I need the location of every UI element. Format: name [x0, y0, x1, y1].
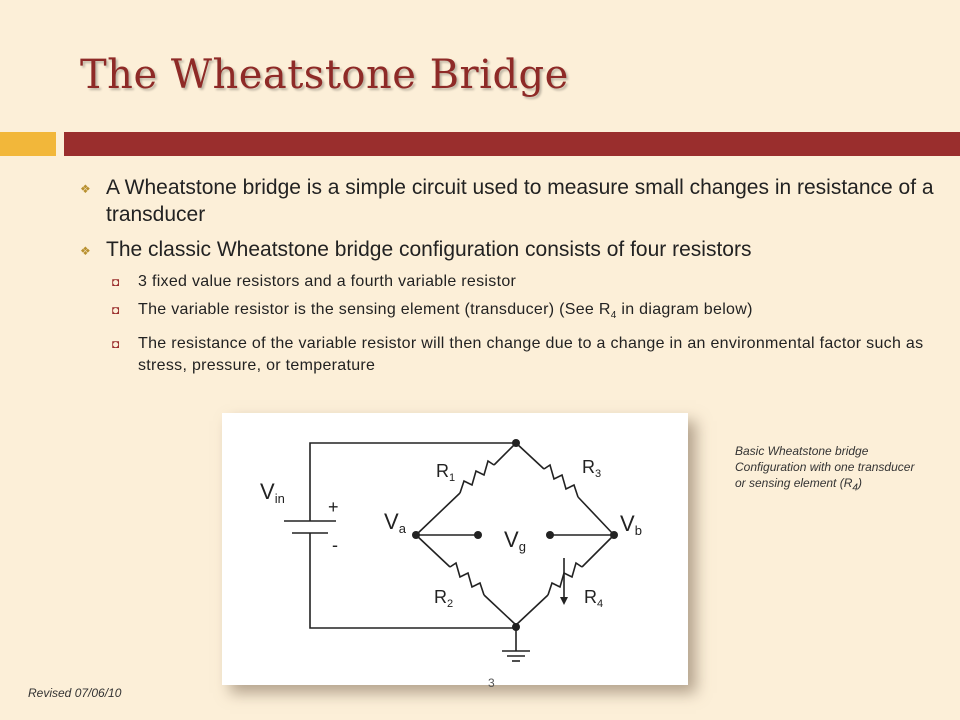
- sub-bullet-item: [80, 271, 940, 293]
- node-vg-right: [546, 531, 554, 539]
- revised-date: Revised 07/06/10: [28, 686, 122, 700]
- resistor-r1: [460, 461, 494, 493]
- sub-bullet-text: The resistance of the variable resistor will then change due to a change in an environmental factor such as stress, pressure, or temperature: [138, 335, 924, 375]
- node-vg-left: [474, 531, 482, 539]
- label-r1: $R_1$: [436, 461, 456, 484]
- label-vin: Vin: [260, 479, 285, 506]
- resistor-r2: [450, 563, 484, 595]
- label-r3: $R_3$: [582, 457, 602, 480]
- variable-arrowhead: [560, 597, 568, 605]
- sub-bullet-text: 3 fixed value resistors and a fourth variable resistor: [138, 273, 517, 290]
- diagram-caption: Basic Wheatstone bridge Configuration with one transducer or sensing element $(R_4)$: [735, 444, 915, 494]
- slide-title: The Wheatstone Bridge: [80, 52, 569, 98]
- node-top: [512, 439, 520, 447]
- square-bullet-icon: ◘: [112, 303, 120, 317]
- label-minus: -: [332, 535, 338, 555]
- label-plus: +: [328, 497, 339, 517]
- diamond-bullet-icon: ❖: [80, 182, 91, 196]
- label-vg: Vg: [504, 527, 526, 554]
- resistor-r3: [544, 465, 578, 497]
- accent-bar: [0, 132, 56, 156]
- square-bullet-icon: ◘: [112, 337, 120, 352]
- bullet-text: A Wheatstone bridge is a simple circuit used to measure small changes in resistance of a transducer: [106, 176, 934, 226]
- title-bar: [64, 132, 960, 156]
- bullet-item: [80, 236, 940, 263]
- label-va: Va: [384, 509, 406, 536]
- sub-bullet-text: The variable resistor is the sensing element (transducer) (See $R_4$ in diagram below): [138, 301, 753, 322]
- bullet-item: [80, 174, 940, 228]
- wheatstone-bridge-diagram: [222, 413, 688, 685]
- sub-bullet-item: [80, 299, 940, 327]
- sub-bullet-item: [80, 333, 940, 377]
- resistor-r4: [548, 563, 582, 595]
- page-number: 3: [488, 676, 495, 690]
- diamond-bullet-icon: ❖: [80, 244, 91, 258]
- circuit-svg: [222, 413, 688, 685]
- node-va: [412, 531, 420, 539]
- wire-bottom: [310, 593, 516, 651]
- label-r4: $R_4$: [584, 587, 604, 610]
- label-vb: Vb: [620, 511, 642, 538]
- square-bullet-icon: ◘: [112, 275, 120, 289]
- bullet-text: The classic Wheatstone bridge configuration consists of four resistors: [106, 238, 752, 261]
- bullet-list: [80, 174, 940, 383]
- node-vb: [610, 531, 618, 539]
- label-r2: $R_2$: [434, 587, 454, 610]
- node-bottom: [512, 623, 520, 631]
